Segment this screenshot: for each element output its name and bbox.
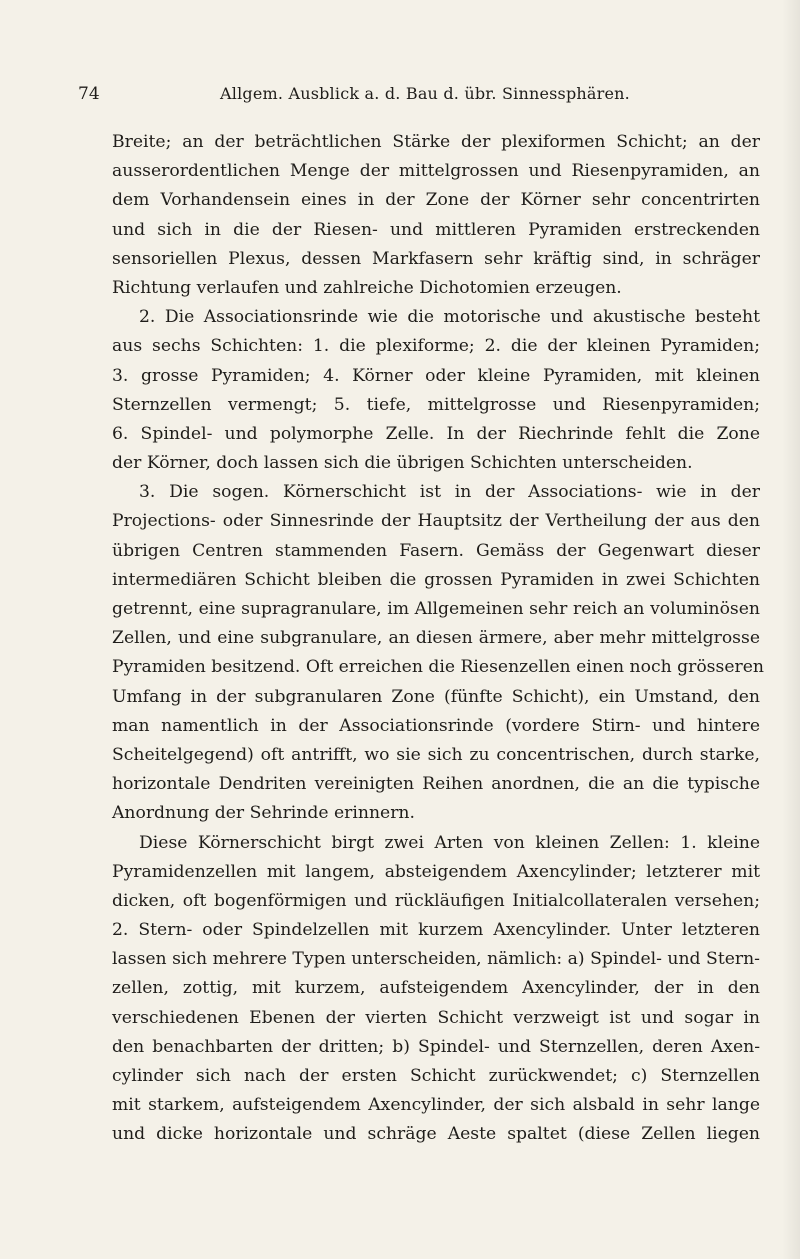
text-line: Zellen, und eine subgranulare, an diesen ärmere, aber mehr mittelgrosse (112, 628, 760, 649)
text-line: 6. Spindel- und polymorphe Zelle. In der Riechrinde fehlt die Zone (112, 423, 760, 444)
text-line: Pyramiden besitzend. Oft erreichen die Riesenzellen einen noch grösseren (112, 657, 764, 678)
text-line: Diese Körnerschicht birgt zwei Arten von kleinen Zellen: 1. kleine (139, 832, 760, 853)
text-line: und sich in die der Riesen- und mittleren Pyramiden erstreckenden (112, 219, 760, 240)
text-line: horizontale Dendriten vereinigten Reihen anordnen, die an die typische (112, 774, 760, 795)
text-line: und dicke horizontale und schräge Aeste spaltet (diese Zellen liegen (112, 1124, 760, 1145)
text-line: den benachbarten der dritten; b) Spindel- und Sternzellen, deren Axen- (112, 1036, 760, 1057)
page-number: 74 (78, 84, 100, 104)
text-line: intermediären Schicht bleiben die grossen Pyramiden in zwei Schichten (112, 569, 760, 590)
text-line: 2. Die Associationsrinde wie die motorische und akustische besteht (139, 307, 760, 328)
text-line: Scheitelgegend) oft antrifft, wo sie sich zu concentrischen, durch starke, (112, 744, 760, 765)
page-header (78, 84, 758, 114)
text-line: zellen, zottig, mit kurzem, aufsteigendem Axencylinder, der in den (112, 978, 760, 999)
text-line: übrigen Centren stammenden Fasern. Gemäss der Gegenwart dieser (112, 540, 760, 561)
text-line: der Körner, doch lassen sich die übrigen Schichten unterscheiden. (112, 453, 693, 474)
text-line: 3. Die sogen. Körnerschicht ist in der Associations- wie in der (139, 482, 760, 503)
text-line: Pyramidenzellen mit langem, absteigendem Axencylinder; letzterer mit (112, 861, 760, 882)
page-edge-shadow (782, 0, 800, 1259)
running-head: Allgem. Ausblick a. d. Bau d. übr. Sinnessphären. (220, 84, 630, 103)
text-line: verschiedenen Ebenen der vierten Schicht verzweigt ist und sogar in (112, 1007, 760, 1028)
text-line: lassen sich mehrere Typen unterscheiden, nämlich: a) Spindel- und Stern- (112, 949, 760, 970)
text-line: Richtung verlaufen und zahlreiche Dichotomien erzeugen. (112, 277, 622, 298)
body-text (112, 128, 764, 1150)
text-line: Projections- oder Sinnesrinde der Hauptsitz der Vertheilung der aus den (112, 511, 760, 532)
text-line: man namentlich in der Associationsrinde (vordere Stirn- und hintere (112, 715, 760, 736)
text-line: sensoriellen Plexus, dessen Markfasern sehr kräftig sind, in schräger (112, 248, 760, 269)
text-line: 3. grosse Pyramiden; 4. Körner oder kleine Pyramiden, mit kleinen (112, 365, 760, 386)
text-line: ausserordentlichen Menge der mittelgrossen und Riesenpyramiden, an (112, 161, 760, 182)
text-line: getrennt, eine supragranulare, im Allgemeinen sehr reich an voluminösen (112, 599, 760, 619)
text-line: dem Vorhandensein eines in der Zone der Körner sehr concentrirten (112, 190, 760, 211)
text-line: aus sechs Schichten: 1. die plexiforme; 2. die der kleinen Pyramiden; (112, 336, 760, 357)
text-line: cylinder sich nach der ersten Schicht zurückwendet; c) Sternzellen (112, 1066, 760, 1086)
text-line: mit starkem, aufsteigendem Axencylinder, der sich alsbald in sehr lange (112, 1095, 760, 1116)
text-line: Umfang in der subgranularen Zone (fünfte Schicht), ein Umstand, den (112, 686, 760, 707)
text-line: dicken, oft bogenförmigen und rückläufigen Initialcollateralen versehen; (112, 890, 760, 911)
text-line: 2. Stern- oder Spindelzellen mit kurzem Axencylinder. Unter letzteren (112, 920, 760, 941)
text-line: Sternzellen vermengt; 5. tiefe, mittelgrosse und Riesenpyramiden; (112, 394, 760, 415)
text-line: Breite; an der beträchtlichen Stärke der plexiformen Schicht; an der (112, 132, 760, 152)
text-line: Anordnung der Sehrinde erinnern. (112, 803, 415, 824)
